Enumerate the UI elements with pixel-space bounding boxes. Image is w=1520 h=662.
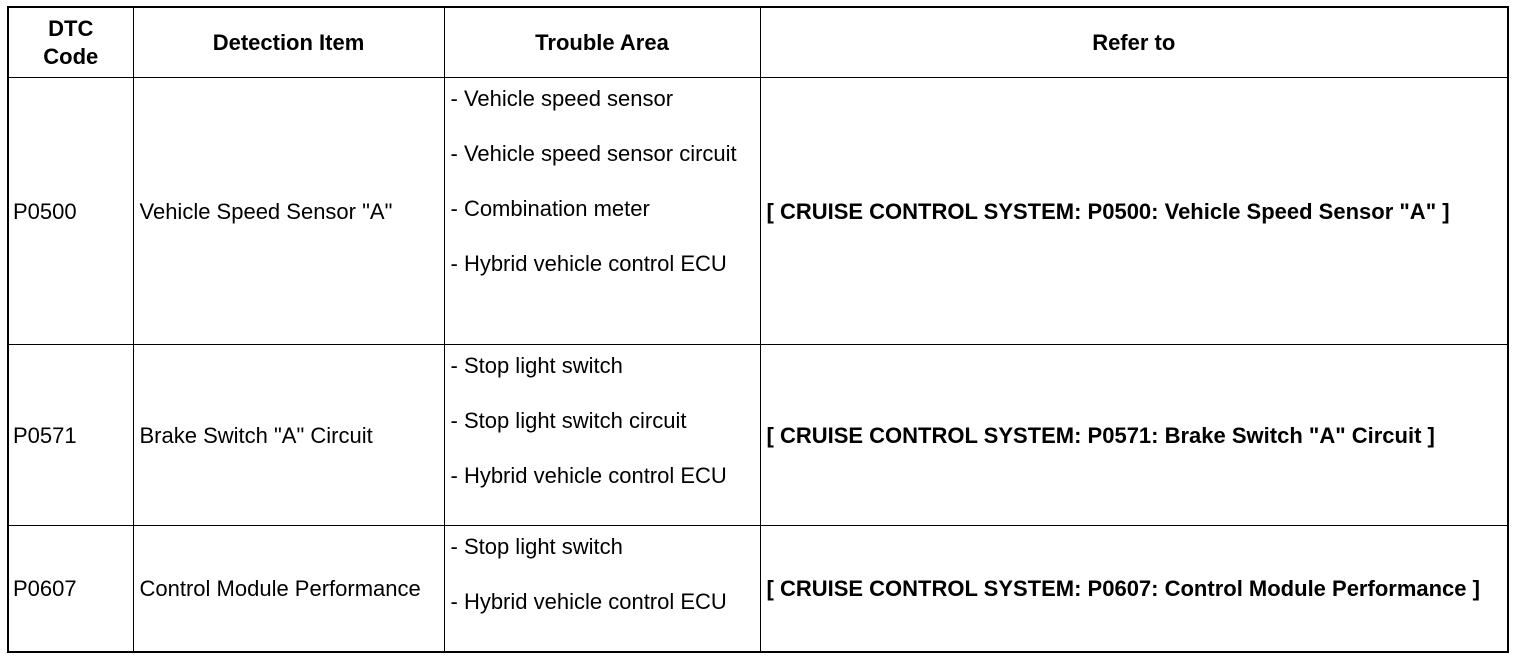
header-detection-item: Detection Item	[133, 7, 444, 78]
refer-to-link[interactable]: [ CRUISE CONTROL SYSTEM: P0607: Control Module Performance ]	[760, 526, 1508, 653]
trouble-area-item: - Vehicle speed sensor	[450, 86, 674, 111]
table-row	[8, 78, 1508, 345]
header-trouble-area: Trouble Area	[444, 7, 760, 78]
header-refer-to: Refer to	[760, 7, 1508, 78]
refer-to-link[interactable]: [ CRUISE CONTROL SYSTEM: P0571: Brake Switch "A" Circuit ]	[760, 345, 1508, 526]
header-row	[8, 7, 1508, 78]
trouble-area-item: - Combination meter	[450, 196, 650, 221]
dtc-table	[7, 6, 1509, 653]
dtc-code-cell: P0607	[8, 526, 133, 653]
trouble-area-cell	[444, 78, 760, 345]
trouble-area-item: - Stop light switch	[450, 534, 623, 559]
detection-item-cell: Vehicle Speed Sensor "A"	[133, 78, 444, 345]
table-row	[8, 345, 1508, 526]
detection-item-cell: Control Module Performance	[133, 526, 444, 653]
trouble-area-item: - Hybrid vehicle control ECU	[450, 463, 727, 488]
trouble-area-item: - Stop light switch circuit	[450, 408, 687, 433]
dtc-code-cell: P0500	[8, 78, 133, 345]
trouble-area-cell	[444, 526, 760, 653]
trouble-area-item: - Stop light switch	[450, 353, 623, 378]
refer-to-link[interactable]: [ CRUISE CONTROL SYSTEM: P0500: Vehicle Speed Sensor "A" ]	[760, 78, 1508, 345]
trouble-area-item: - Hybrid vehicle control ECU	[450, 589, 727, 614]
dtc-code-cell: P0571	[8, 345, 133, 526]
detection-item-cell: Brake Switch "A" Circuit	[133, 345, 444, 526]
trouble-area-item: - Vehicle speed sensor circuit	[450, 141, 737, 166]
trouble-area-cell	[444, 345, 760, 526]
header-dtc-code: DTC Code	[8, 7, 133, 78]
trouble-area-item: - Hybrid vehicle control ECU	[450, 251, 727, 276]
table-row	[8, 526, 1508, 653]
